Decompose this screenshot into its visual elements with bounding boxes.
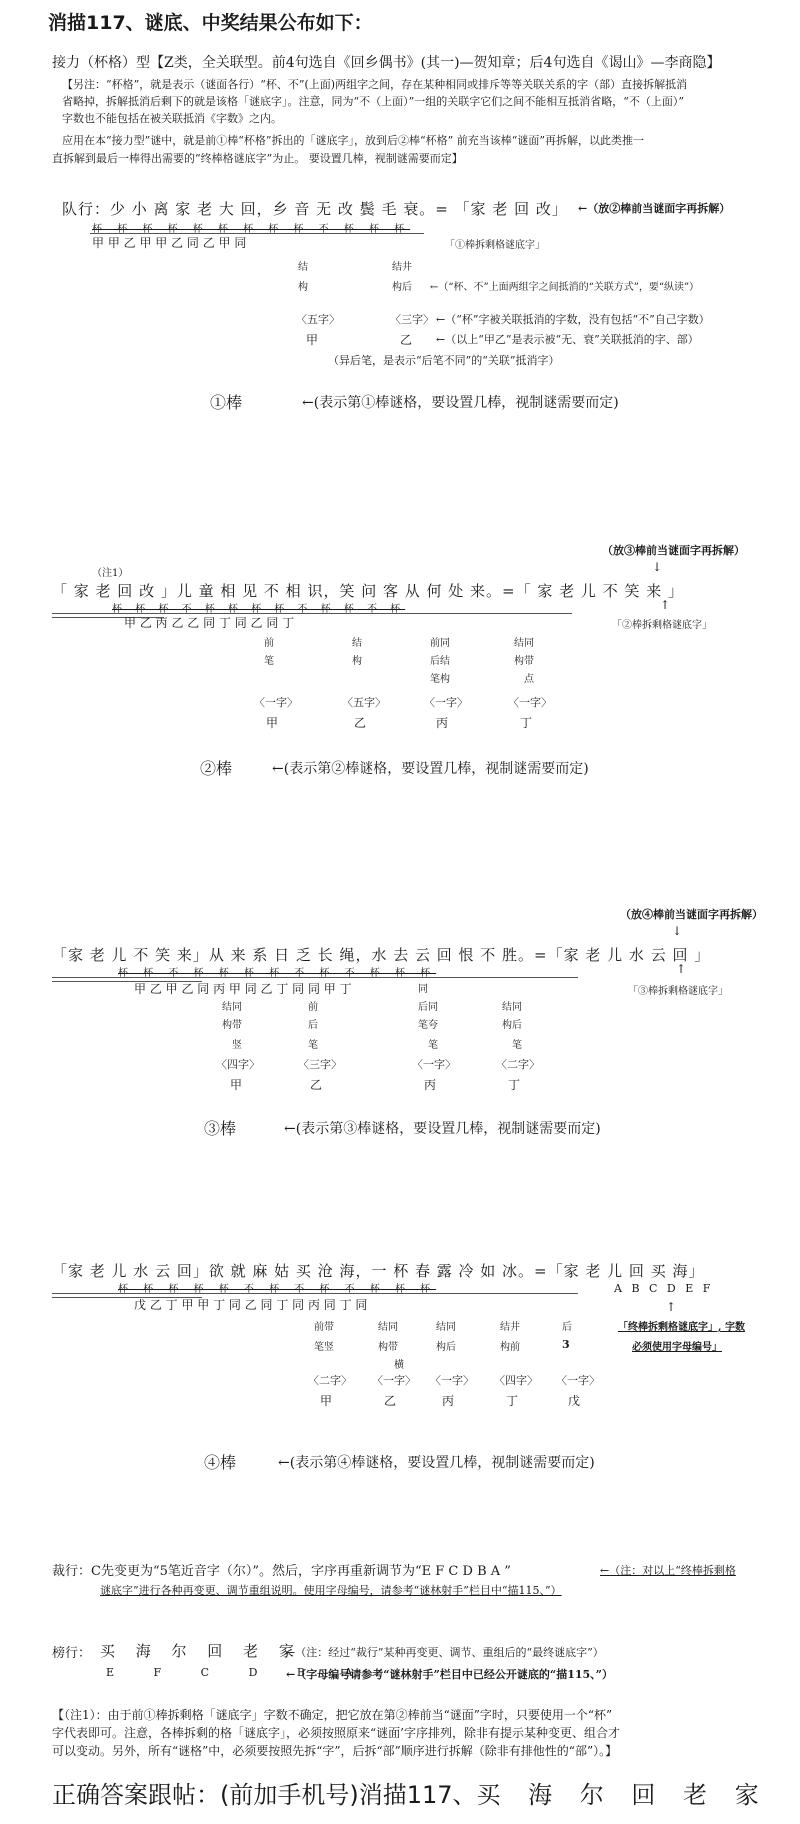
rod2-sub-note: 「②棒拆剩格谜底字」 — [612, 620, 712, 631]
rod3-col3-0: 同 — [418, 984, 428, 995]
rod2-count-1: 〈一字〉 — [254, 696, 298, 709]
rod4-gz-4: 丁 — [506, 1394, 519, 1408]
rod3-count-1: 〈四字〉 — [216, 1058, 260, 1071]
bang-codes: E F C D B A — [106, 1666, 371, 1679]
footnote-line-1: 【（注1）：由于前①棒拆剩格「谜底字」字数不确定，把它放在第②棒前当“谜面”字时，只要使用一个“杯” — [52, 1708, 613, 1722]
rod4-gz-1: 甲 — [320, 1394, 333, 1408]
rod3-col4-2: 构后 — [502, 1020, 522, 1031]
bang-label: 榜行： — [52, 1646, 92, 1661]
rod1-gz-note: ←（以上“甲乙”是表示被“无、衰”关联抵消的字、部） — [436, 333, 699, 346]
rod3-col3-2: 笔夸 — [418, 1020, 438, 1031]
rod1-label: ①棒 — [210, 393, 243, 412]
rod4-cup-row: 杯 杯 杯 杯 杯 不 杯 不 杯 不 杯 杯 杯 — [118, 1284, 437, 1295]
up-arrow-icon: ↑ — [676, 962, 687, 976]
rod1-cup-row: 杯 杯 杯 杯 杯 杯 杯 杯 杯 不 杯 杯 杯 — [92, 224, 411, 235]
rod1-sub-note: 「①棒拆剩格谜底字」 — [445, 240, 545, 251]
cut-note-1: ←（注：对以上“终棒拆剩格 — [600, 1564, 736, 1577]
rod2-col3-1: 前同 — [430, 638, 450, 649]
rod4-count-3: 〈一字〉 — [430, 1374, 474, 1387]
rod2-letter-row: 甲 乙 丙 乙 乙 同 丁 同 乙 同 丁 — [124, 616, 295, 630]
rod4-col5-2: 3 — [562, 1338, 570, 1351]
rod4-count-1: 〈二字〉 — [308, 1374, 352, 1387]
rod4-letter-row: 戊 乙 丁 甲 甲 丁 同 乙 同 丁 同 丙 同 丁 同 — [134, 1298, 368, 1312]
rod3-col3-3: 笔 — [428, 1040, 438, 1051]
rod4-gz-3: 丙 — [442, 1394, 455, 1408]
rod3-cup-row: 杯 杯 不 杯 杯 杯 杯 不 杯 不 杯 杯 杯 — [118, 968, 437, 979]
rod1-extra-note: （异后笔，是表示“后笔不同”的“关联”抵消字） — [328, 354, 560, 367]
rod3-col2-2: 后 — [308, 1020, 318, 1031]
rod4-col3-1: 结同 — [436, 1322, 456, 1333]
rod3-col2-1: 前 — [308, 1002, 318, 1013]
rod3-letter-row: 甲 乙 甲 乙 同 丙 甲 同 乙 丁 同 同 甲 丁 — [134, 982, 352, 996]
rod2-head-note: （放③棒前当谜面字再拆解） — [602, 544, 745, 557]
rod4-col2-2: 构带 — [378, 1342, 398, 1353]
rod2-col4-3: 点 — [524, 674, 534, 685]
intro-rule-line-2: 直拆解到最后一棒得出需要的“终棒格谜底字”为止。 要设置几棒，视制谜需要而定】 — [52, 152, 463, 165]
rod2-gz-2: 乙 — [354, 716, 367, 730]
rod3-col3-1: 后同 — [418, 1002, 438, 1013]
rod4-col4-1: 结井 — [500, 1322, 520, 1333]
rod3-head-note: （放④棒前当谜面字再拆解） — [620, 908, 763, 921]
rod2-col3-2: 后结 — [430, 656, 450, 667]
final-answer-line — [52, 1775, 769, 1810]
footnote-line-2: 字代表即可。注意，各棒拆剩的格「谜底字」，必须按照原来“谜面’字序排列，除非有提示某种变更、组合才 — [52, 1726, 620, 1740]
rod2-col2-1: 结 — [352, 638, 362, 649]
up-arrow-icon: ↑ — [660, 598, 671, 612]
rod2-count-4: 〈一字〉 — [508, 696, 552, 709]
rod1-col-a-2: 构 — [298, 282, 308, 293]
rod2-col1-2: 笔 — [264, 656, 274, 667]
rod2-count-3: 〈一字〉 — [424, 696, 468, 709]
rod4-sub-note-2: 必须使用字母编号」 — [632, 1342, 722, 1353]
rod1-col-a-1: 结 — [298, 262, 308, 273]
rod3-col2-3: 笔 — [308, 1040, 318, 1051]
up-arrow-icon: ↑ — [666, 1300, 677, 1314]
rod3-count-2: 〈三字〉 — [298, 1058, 342, 1071]
rod3-gz-2: 乙 — [310, 1078, 323, 1092]
rod3-col1-2: 构带 — [222, 1020, 242, 1031]
rod4-col5-1: 后 — [562, 1322, 572, 1333]
bang-note-1: ←（注：经过“裁行”某种再变更、调节、重组后的“最终谜底字”） — [286, 1646, 604, 1659]
rod2-label-note: ←(表示第②棒谜格，要设置几棒，视制谜需要而定) — [272, 761, 589, 777]
intro-type-line: 接力（杯格）型【Z类，全关联型。前4句选自《回乡偶书》(其一)—贺知章；后4句选自《谒山》—李商隐】 — [52, 55, 721, 71]
rod1-col-note: ←（“杯、不”上面两组字之间抵消的“关联方式”，要“纵读”） — [430, 282, 700, 293]
rod1-count-note: ←（“杯”字被关联抵消的字数，没有包括“不”自己字数） — [436, 313, 710, 326]
rod3-label-note: ←(表示第③棒谜格，要设置几棒，视制谜需要而定) — [284, 1121, 601, 1137]
rod3-count-4: 〈二字〉 — [496, 1058, 540, 1071]
rod4-col1-2: 笔竖 — [314, 1342, 334, 1353]
rod1-col-b-2: 构后 — [392, 282, 412, 293]
cut-line-2: 谜底字”进行各种再变更、调节重组说明。使用字母编号，请参考“谜林射手”栏目中“描115、”） — [100, 1584, 562, 1597]
rod4-label: ④棒 — [204, 1453, 237, 1472]
rod3-col1-3: 竖 — [232, 1040, 242, 1051]
cut-line-1: 裁行：C先变更为“5笔近音字（尔）”。然后，字序再重新调节为“E F C D B A ” — [52, 1564, 511, 1579]
rod4-label-note: ←(表示第④棒谜格，要设置几棒，视制谜需要而定) — [278, 1455, 595, 1471]
rod3-col1-1: 结同 — [222, 1002, 242, 1013]
rod2-gz-3: 丙 — [436, 716, 449, 730]
rod3-gz-3: 丙 — [424, 1078, 437, 1092]
rod1-gz-a: 甲 — [306, 333, 319, 347]
rod4-sub-note-1: 「终棒拆剩格谜底字」, 字数 — [618, 1322, 745, 1333]
intro-note-line-3: 字数也不能包括在被关联抵消《字数》之内。 — [62, 112, 282, 125]
rod2-label: ②棒 — [200, 759, 233, 778]
rod4-col1-1: 前带 — [314, 1322, 334, 1333]
rod4-gz-2: 乙 — [384, 1394, 397, 1408]
rod4-gz-5: 戊 — [568, 1394, 581, 1408]
rod4-col3-2: 构后 — [436, 1342, 456, 1353]
rod2-col3-3: 笔构 — [430, 674, 450, 685]
bang-answer: 买 海 尔 回 老 家 — [100, 1642, 302, 1660]
rod2-col4-2: 构带 — [514, 656, 534, 667]
intro-note-line-1: 【另注：“杯格”，就是表示（谜面各行）“杯、不”(上面)两组字之间，存在某种相同或排斥等等关联关系的字（部）直接拆解抵消 — [62, 78, 688, 91]
rod4-count-4: 〈四字〉 — [494, 1374, 538, 1387]
rod3-col4-1: 结同 — [502, 1002, 522, 1013]
rod3-gz-1: 甲 — [230, 1078, 243, 1092]
rod2-gz-4: 丁 — [520, 716, 533, 730]
rod3-gz-4: 丁 — [508, 1078, 521, 1092]
rod1-hint-top: ←（放②棒前当谜面字再拆解） — [578, 202, 731, 215]
rod4-letter-codes: A B C D E F — [614, 1282, 714, 1295]
rod2-cup-row: 杯 杯 杯 不 杯 杯 杯 杯 不 杯 杯 不 杯 — [112, 604, 406, 615]
rod2-footnote-mark: （注1） — [92, 568, 129, 579]
rod1-count-a: 〈五字〉 — [296, 313, 340, 326]
down-arrow-icon: ↓ — [672, 924, 683, 938]
rod4-count-2: 〈一字〉 — [372, 1374, 416, 1387]
rod2-col1-1: 前 — [264, 638, 274, 649]
down-arrow-icon: ↓ — [652, 560, 663, 574]
rod2-gz-1: 甲 — [266, 716, 279, 730]
rod3-sub-note: 「③棒拆剩格谜底字」 — [628, 986, 728, 997]
rod3-label: ③棒 — [204, 1119, 237, 1138]
rod2-riddle-row: 「 家 老 回 改 」儿 童 相 见 不 相 识，笑 问 客 从 何 处 来。=「 家 老 儿 不 笑 来 」 — [52, 582, 685, 600]
rod2-count-2: 〈五字〉 — [342, 696, 386, 709]
rod3-count-3: 〈一字〉 — [412, 1058, 456, 1071]
rod1-col-b-1: 结井 — [392, 262, 412, 273]
rod3-col4-3: 笔 — [512, 1040, 522, 1051]
rod2-col4-1: 结同 — [514, 638, 534, 649]
rod4-col4-2: 构前 — [500, 1342, 520, 1353]
rod3-riddle-row: 「家 老 儿 不 笑 来」从 来 系 日 乏 长 绳，水 去 云 回 恨 不 胜。=「家 老 儿 水 云 回 」 — [52, 946, 711, 964]
intro-rule-line-1: 应用在本“接力型”谜中，就是前①棒“杯格”拆出的「谜底字」，放到后②棒“杯格” 前充当该棒“谜面”再拆解，以此类推一 — [62, 134, 644, 147]
rod2-col2-2: 构 — [352, 656, 362, 667]
final-answer: 买 海 尔 回 老 家 — [476, 1781, 769, 1809]
rod1-count-b: 〈三字〉 — [390, 313, 434, 326]
rod4-col-mid: 横 — [394, 1360, 404, 1371]
intro-note-line-2: 省略掉，拆解抵消后剩下的就是该格「谜底字」。注意，同为“不（上面）”一组的关联字它们之间不能相互抵消省略，“不（上面）” — [62, 95, 684, 108]
rod4-count-5: 〈一字〉 — [556, 1374, 600, 1387]
bang-note-2: ←（字母编号请参考“谜林射手”栏目中已经公开谜底的“描115、”） — [286, 1668, 613, 1681]
rod1-letter-row: 甲 甲 乙 甲 甲 乙 同 乙 甲 同 — [92, 236, 247, 250]
rod1-label-note: ←(表示第①棒谜格，要设置几棒，视制谜需要而定) — [302, 395, 619, 411]
rod4-riddle-row: 「家 老 儿 水 云 回」欲 就 麻 姑 买 沧 海，一 杯 春 露 冷 如 冰。=「家 老 儿 回 买 海」 — [52, 1262, 705, 1280]
rod4-col2-1: 结同 — [378, 1322, 398, 1333]
rod1-riddle-row: 队行：少 小 离 家 老 大 回，乡 音 无 改 鬓 毛 衰。= 「家 老 回 改」 — [62, 200, 568, 218]
rod1-gz-b: 乙 — [400, 333, 413, 347]
footnote-line-3: 可以变动。另外，所有“谜格”中，必须要按照先拆“字”，后拆“部”顺序进行拆解（除非有排他性的“部”）。】 — [52, 1744, 618, 1758]
final-prefix: 正确答案跟帖：(前加手机号)消描117、 — [52, 1781, 477, 1809]
page-title: 消描117、谜底、中奖结果公布如下： — [48, 12, 373, 34]
